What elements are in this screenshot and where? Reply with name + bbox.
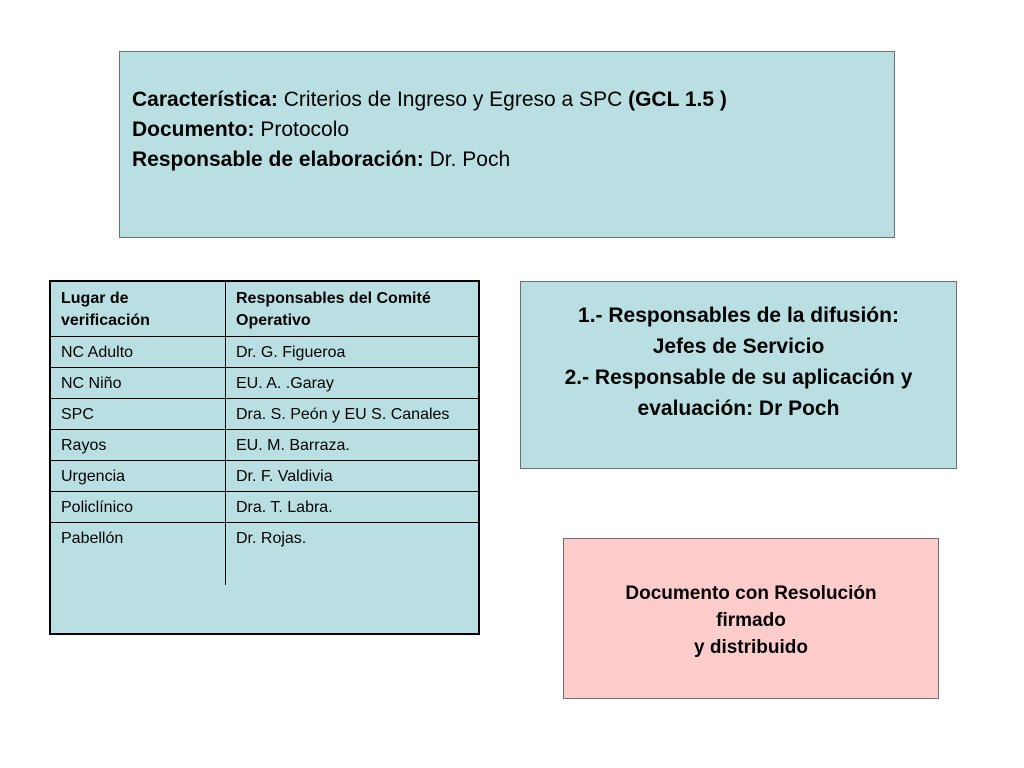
characteristic-code: (GCL 1.5 )	[628, 88, 727, 111]
responsibilities-box	[520, 281, 957, 469]
document-status-line: y distribuido	[694, 637, 808, 658]
location-cell: Urgencia	[51, 461, 226, 492]
responsible-cell: EU. M. Barraza.	[226, 430, 479, 461]
table-row	[51, 368, 478, 399]
document-line	[132, 115, 882, 145]
table-row	[51, 337, 478, 368]
responsible-cell: Dr. Rojas.	[226, 523, 479, 586]
author-line	[132, 145, 882, 175]
table-row	[51, 430, 478, 461]
location-cell: Pabellón	[51, 523, 226, 586]
verification-table	[51, 282, 478, 585]
author-value: Dr. Poch	[423, 148, 511, 171]
location-cell: Policlínico	[51, 492, 226, 523]
diffusion-responsible-line: 1.- Responsables de la difusión:	[578, 304, 899, 327]
responsible-cell: Dra. T. Labra.	[226, 492, 479, 523]
responsible-cell: Dr. G. Figueroa	[226, 337, 479, 368]
characteristic-value: Criterios de Ingreso y Egreso a SPC	[277, 88, 629, 111]
responsible-cell: EU. A. .Garay	[226, 368, 479, 399]
table-row	[51, 523, 478, 586]
document-status-line: Documento con Resolución	[625, 583, 877, 604]
table-row	[51, 492, 478, 523]
table-row	[51, 399, 478, 430]
document-value: Protocolo	[254, 118, 350, 141]
document-label: Documento:	[132, 118, 255, 141]
application-responsible-value: evaluación: Dr Poch	[637, 397, 840, 420]
responsible-cell: Dr. F. Valdivia	[226, 461, 479, 492]
table-row	[51, 461, 478, 492]
document-status-box	[563, 538, 939, 699]
header-info-box	[119, 51, 895, 238]
location-cell: Rayos	[51, 430, 226, 461]
responsible-cell: Dra. S. Peón y EU S. Canales	[226, 399, 479, 430]
location-cell: NC Niño	[51, 368, 226, 399]
table-header-row	[51, 282, 478, 337]
diffusion-responsible-value: Jefes de Servicio	[652, 335, 825, 358]
location-cell: SPC	[51, 399, 226, 430]
application-responsible-line: 2.- Responsable de su aplicación y	[564, 366, 913, 389]
column-header-location: Lugar de verificación	[51, 282, 226, 337]
characteristic-label: Característica:	[132, 88, 278, 111]
document-status-line: firmado	[716, 610, 786, 631]
location-cell: NC Adulto	[51, 337, 226, 368]
verification-table-container	[49, 280, 480, 635]
characteristic-line	[132, 85, 882, 115]
author-label: Responsable de elaboración:	[132, 148, 424, 171]
column-header-responsible: Responsables del Comité Operativo	[226, 282, 479, 337]
